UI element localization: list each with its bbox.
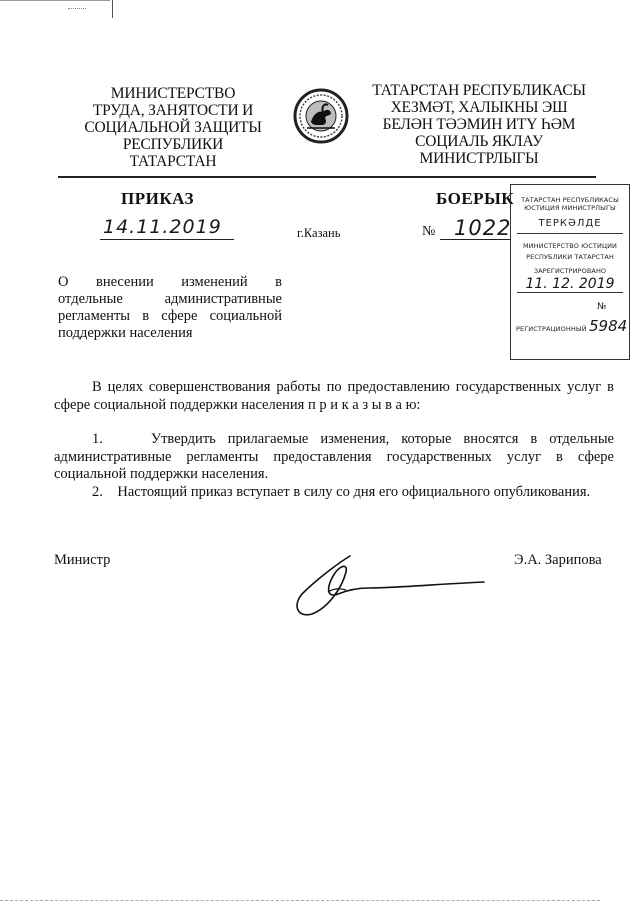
header-right	[364, 82, 594, 167]
stamp-number-label: №	[597, 302, 607, 312]
order-number-label: №	[422, 224, 436, 239]
order-title-tt: БОЕРЫК	[436, 189, 515, 208]
subject-line: регламенты в сфере социальной	[58, 308, 282, 324]
stamp-reg-number: 5984	[589, 317, 628, 335]
header-right-line: СОЦИАЛЬ ЯКЛАУ	[415, 133, 543, 150]
header-right-line: МИНИСТРЛЫГЫ	[419, 150, 539, 167]
header-left-line: СОЦИАЛЬНОЙ ЗАЩИТЫ	[84, 119, 262, 136]
header-left-line: МИНИСТЕРСТВО	[110, 85, 236, 102]
body-item-2: 2. Настоящий приказ вступает в силу со дня его официального опубликования.	[92, 484, 591, 500]
scan-mark	[68, 8, 86, 12]
header-divider	[58, 176, 596, 178]
body-intro: В целях совершенствования работы по предоставлению государственных услуг в сфере социальной поддержки населения п р и к а з ы в а ю:	[54, 379, 614, 413]
tatarstan-emblem	[293, 88, 349, 144]
registration-stamp	[510, 184, 630, 360]
order-subject	[58, 274, 282, 342]
stamp-reg-row	[511, 317, 629, 337]
subject-line: отдельные административные	[58, 291, 282, 307]
order-number: 1022	[454, 216, 512, 240]
stamp-line: ЮСТИЦИЯ МИНИСТРЛЫГЫ	[524, 204, 616, 212]
stamp-line: РЕСПУБЛИКИ ТАТАРСТАН	[526, 253, 614, 261]
subject-line: поддержки населения	[58, 325, 193, 341]
header-left-line: РЕСПУБЛИКИ	[122, 136, 224, 153]
stamp-line: ТАТАРСТАН РЕСПУБЛИКАСЫ	[521, 196, 619, 204]
stamp-reg-label: РЕГИСТРАЦИОННЫЙ	[516, 325, 587, 333]
subject-line: О внесении изменений в	[58, 274, 282, 290]
header-right-line: ХЕЗМӘТ, ХАЛЫКНЫ ЭШ	[390, 99, 568, 116]
stamp-number-row	[511, 301, 629, 317]
corner-line-right	[112, 0, 113, 18]
stamp-rule	[517, 233, 623, 234]
stamp-registered-tt: ТЕРКӘЛДЕ	[538, 218, 602, 229]
header-left-line: ТРУДА, ЗАНЯТОСТИ И	[92, 102, 254, 119]
stamp-date: 11. 12. 2019	[525, 276, 615, 292]
body-item-1: 1. Утвердить прилагаемые изменения, которые вносятся в отдельные административные регламенты предоставления государственных услуг в сфере социальной поддержки населения.	[54, 431, 614, 482]
signature-name: Э.А. Зарипова	[514, 552, 602, 568]
header-right-line: ТАТАРСТАН РЕСПУБЛИКАСЫ	[372, 82, 586, 99]
header-left-line: ТАТАРСТАН	[129, 153, 217, 170]
stamp-line: ЗАРЕГИСТРИРОВАНО	[533, 267, 607, 275]
order-date-line	[100, 216, 234, 240]
signature-position: Министр	[54, 552, 111, 568]
order-date: 14.11.2019	[103, 216, 222, 238]
bottom-scan-line	[0, 900, 600, 902]
order-title-ru: ПРИКАЗ	[121, 189, 194, 208]
order-number-line	[440, 216, 512, 240]
stamp-rule	[517, 292, 623, 293]
stamp-line: МИНИСТЕРСТВО ЮСТИЦИИ	[522, 242, 618, 250]
corner-line-left	[0, 0, 110, 1]
header-left	[62, 85, 284, 170]
handwritten-signature	[288, 548, 488, 624]
header-right-line: БЕЛӘН ТӘЭМИН ИТҮ ҺӘМ	[382, 116, 576, 133]
order-city: г.Казань	[297, 226, 341, 240]
